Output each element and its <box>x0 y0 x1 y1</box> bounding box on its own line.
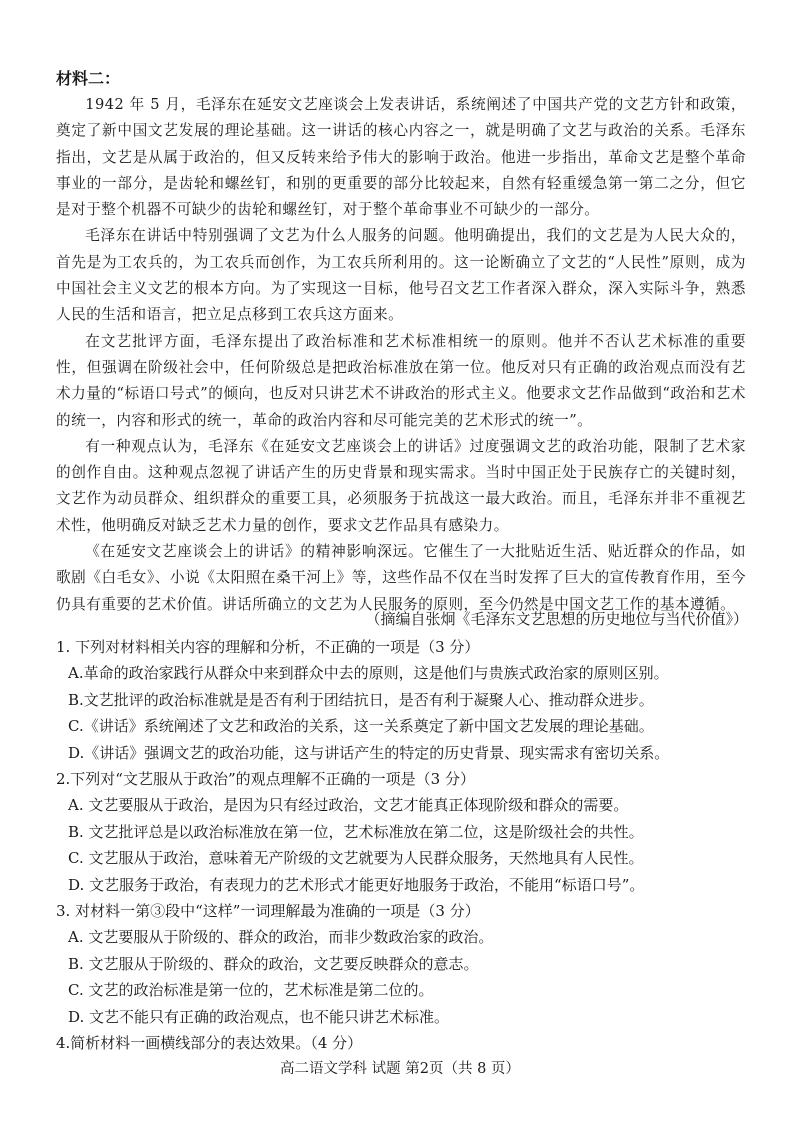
option-b: B. 文艺服从于阶级的、群众的政治，文艺要反映群众的意志。 <box>68 954 479 973</box>
question-stem: 2.下列对“文艺服从于政治”的观点理解不正确的一项是（3 分） <box>56 770 475 789</box>
question-stem: 3. 对材料一第③段中“这样”一词理解最为准确的一项是（3 分） <box>56 902 480 921</box>
option-d: D. 文艺不能只有正确的政治观点，也不能只讲艺术标准。 <box>68 1007 450 1026</box>
option-a: A.革命的政治家践行从群众中来到群众中去的原则，这是他们与贵族式政治家的原则区别。 <box>68 664 669 683</box>
option-c: C.《讲话》系统阐述了文艺和政治的关系，这一关系奠定了新中国文艺发展的理论基础。 <box>68 717 654 736</box>
material-heading: 材料二： <box>56 69 121 88</box>
question-4 <box>56 1030 756 1056</box>
option-b: B.文艺批评的政治标准就是是否有利于团结抗日，是否有利于凝聚人心、推动群众进步。 <box>68 690 654 709</box>
question-3 <box>56 898 756 1030</box>
question-2 <box>56 766 756 898</box>
questions <box>56 634 756 1057</box>
option-a: A. 文艺要服从于政治，是因为只有经过政治，文艺才能真正体现阶级和群众的需要。 <box>68 796 629 815</box>
source-citation: （摘编自张炯《毛泽东文艺思想的历史地位与当代价值》） <box>365 610 748 628</box>
question-stem: 1. 下列对材料相关内容的理解和分析，不正确的一项是（3 分） <box>56 638 480 656</box>
question-stem: 4.简析材料一画横线部分的表达效果。（4 分） <box>56 1034 363 1053</box>
passage-paragraph-3: 在文艺批评方面，毛泽东提出了政治标准和艺术标准相统一的原则。他并不否认艺术标准的重要性，但强调在阶级社会中，任何阶级总是把政治标准放在第一位。他反对只有正确的政治观点而没有艺术力量的“标语口号式”的倾向，也反对只讲艺术不讲政治的形式主义。他要求文艺作品做到“政治和艺术的统一，内容和形式的统一，革命的政治内容和尽可能完美的艺术形式的统一”。 <box>56 332 746 429</box>
passage <box>56 92 746 618</box>
passage-paragraph-2: 毛泽东在讲话中特别强调了文艺为什么人服务的问题。他明确提出，我们的文艺是为人民大众的，首先是为工农兵的，为工农兵而创作，为工农兵所利用的。这一论断确立了文艺的“人民性”原则，成为中国社会主义文艺的根本方向。为了实现这一目标，他号召文艺工作者深入群众，深入实际斗争，熟悉人民的生活和语言，把立足点移到工农兵这方面来。 <box>56 227 746 324</box>
option-d: D.《讲话》强调文艺的政治功能，这与讲话产生的特定的历史背景、现实需求有密切关系。 <box>68 743 670 762</box>
option-c: C. 文艺服从于政治，意味着无产阶级的文艺就要为人民群众服务，天然地具有人民性。 <box>68 849 644 868</box>
passage-paragraph-5: 《在延安文艺座谈会上的讲话》的精神影响深远。它催生了一大批贴近生活、贴近群众的作品，如歌剧《白毛女》、小说《太阳照在桑干河上》等，这些作品不仅在当时发挥了巨大的宣传教育作用，至今仍具有重要的艺术价值。讲话所确立的文艺为人民服务的原则，至今仍然是中国文艺工作的基本遵循。 <box>56 543 746 613</box>
option-b: B. 文艺批评总是以政治标准放在第一位，艺术标准放在第二位，这是阶级社会的共性。 <box>68 822 644 841</box>
option-a: A. 文艺要服从于阶级的、群众的政治，而非少数政治家的政治。 <box>68 928 494 947</box>
option-c: C. 文艺的政治标准是第一位的，艺术标准是第二位的。 <box>68 981 434 1000</box>
option-d: D. 文艺服务于政治，有表现力的艺术形式才能更好地服务于政治，不能用“标语口号”。 <box>68 875 645 894</box>
passage-paragraph-4: 有一种观点认为，毛泽东《在延安文艺座谈会上的讲话》过度强调文艺的政治功能，限制了艺术家的创作自由。这种观点忽视了讲话产生的历史背景和现实需求。当时中国正处于民族存亡的关键时刻，文艺作为动员群众、组织群众的重要工具，必须服务于抗战这一最大政治。而且，毛泽东并非不重视艺术性，他明确反对缺乏艺术力量的创作，要求文艺作品具有感染力。 <box>56 437 746 534</box>
passage-paragraph-1: 1942 年 5 月，毛泽东在延安文艺座谈会上发表讲话，系统阐述了中国共产党的文艺方针和政策，奠定了新中国文艺发展的理论基础。这一讲话的核心内容之一，就是明确了文艺与政治的关系。毛泽东指出，文艺是从属于政治的，但又反转来给予伟大的影响于政治。他进一步指出，革命文艺是整个革命事业的一部分，是齿轮和螺丝钉，和别的更重要的部分比较起来，自然有轻重缓急第一第二之分，但它是对于整个机器不可缺少的齿轮和螺丝钉，对于整个革命事业不可缺少的一部分。 <box>56 96 746 219</box>
question-1 <box>56 634 756 766</box>
page-footer: 高二语文学科 试题 第2页（共 8 页） <box>280 1061 520 1077</box>
